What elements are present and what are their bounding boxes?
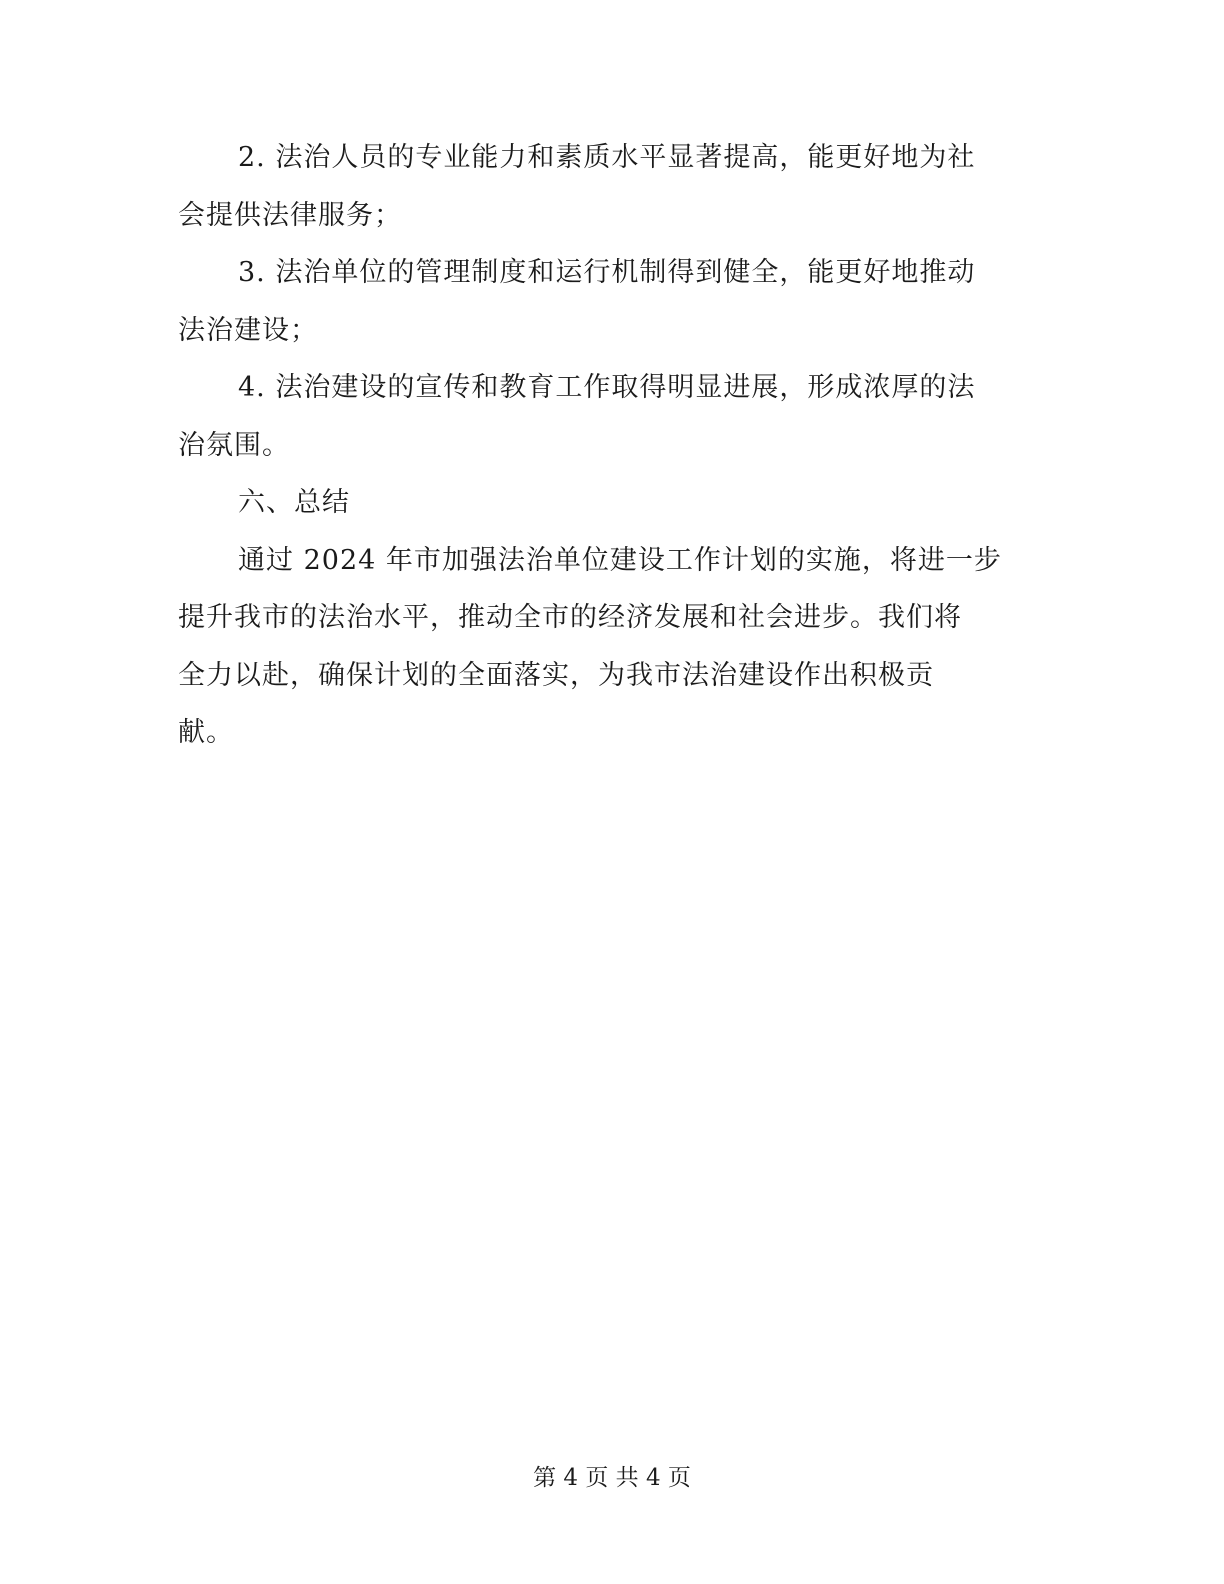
document-body bbox=[178, 136, 1028, 769]
summary-paragraph-line-2: 提升我市的法治水平，推动全市的经济发展和社会进步。我们将 bbox=[178, 602, 962, 633]
list-item-2-line-2: 会提供法律服务； bbox=[178, 199, 402, 231]
page-number-label: 第 4 页 共 4 页 bbox=[533, 1465, 691, 1491]
page-footer bbox=[0, 1460, 1224, 1496]
list-item-3-line-2: 法治建设； bbox=[178, 314, 318, 346]
list-item-4-line-1: 4. 法治建设的宣传和教育工作取得明显进展，形成浓厚的法 bbox=[238, 372, 976, 403]
list-item-2-line-1: 2. 法治人员的专业能力和素质水平显著提高，能更好地为社 bbox=[238, 142, 976, 173]
list-item-3-line-1: 3. 法治单位的管理制度和运行机制得到健全，能更好地推动 bbox=[238, 257, 976, 288]
summary-paragraph-line-3: 全力以赴，确保计划的全面落实，为我市法治建设作出积极贡 bbox=[178, 659, 934, 691]
summary-paragraph-line-1: 通过 2024 年市加强法治单位建设工作计划的实施，将进一步 bbox=[238, 544, 1002, 576]
section-heading-summary: 六、总结 bbox=[238, 487, 350, 518]
list-item-4-line-2: 治氛围。 bbox=[178, 429, 290, 461]
summary-paragraph-line-4: 献。 bbox=[178, 717, 234, 748]
